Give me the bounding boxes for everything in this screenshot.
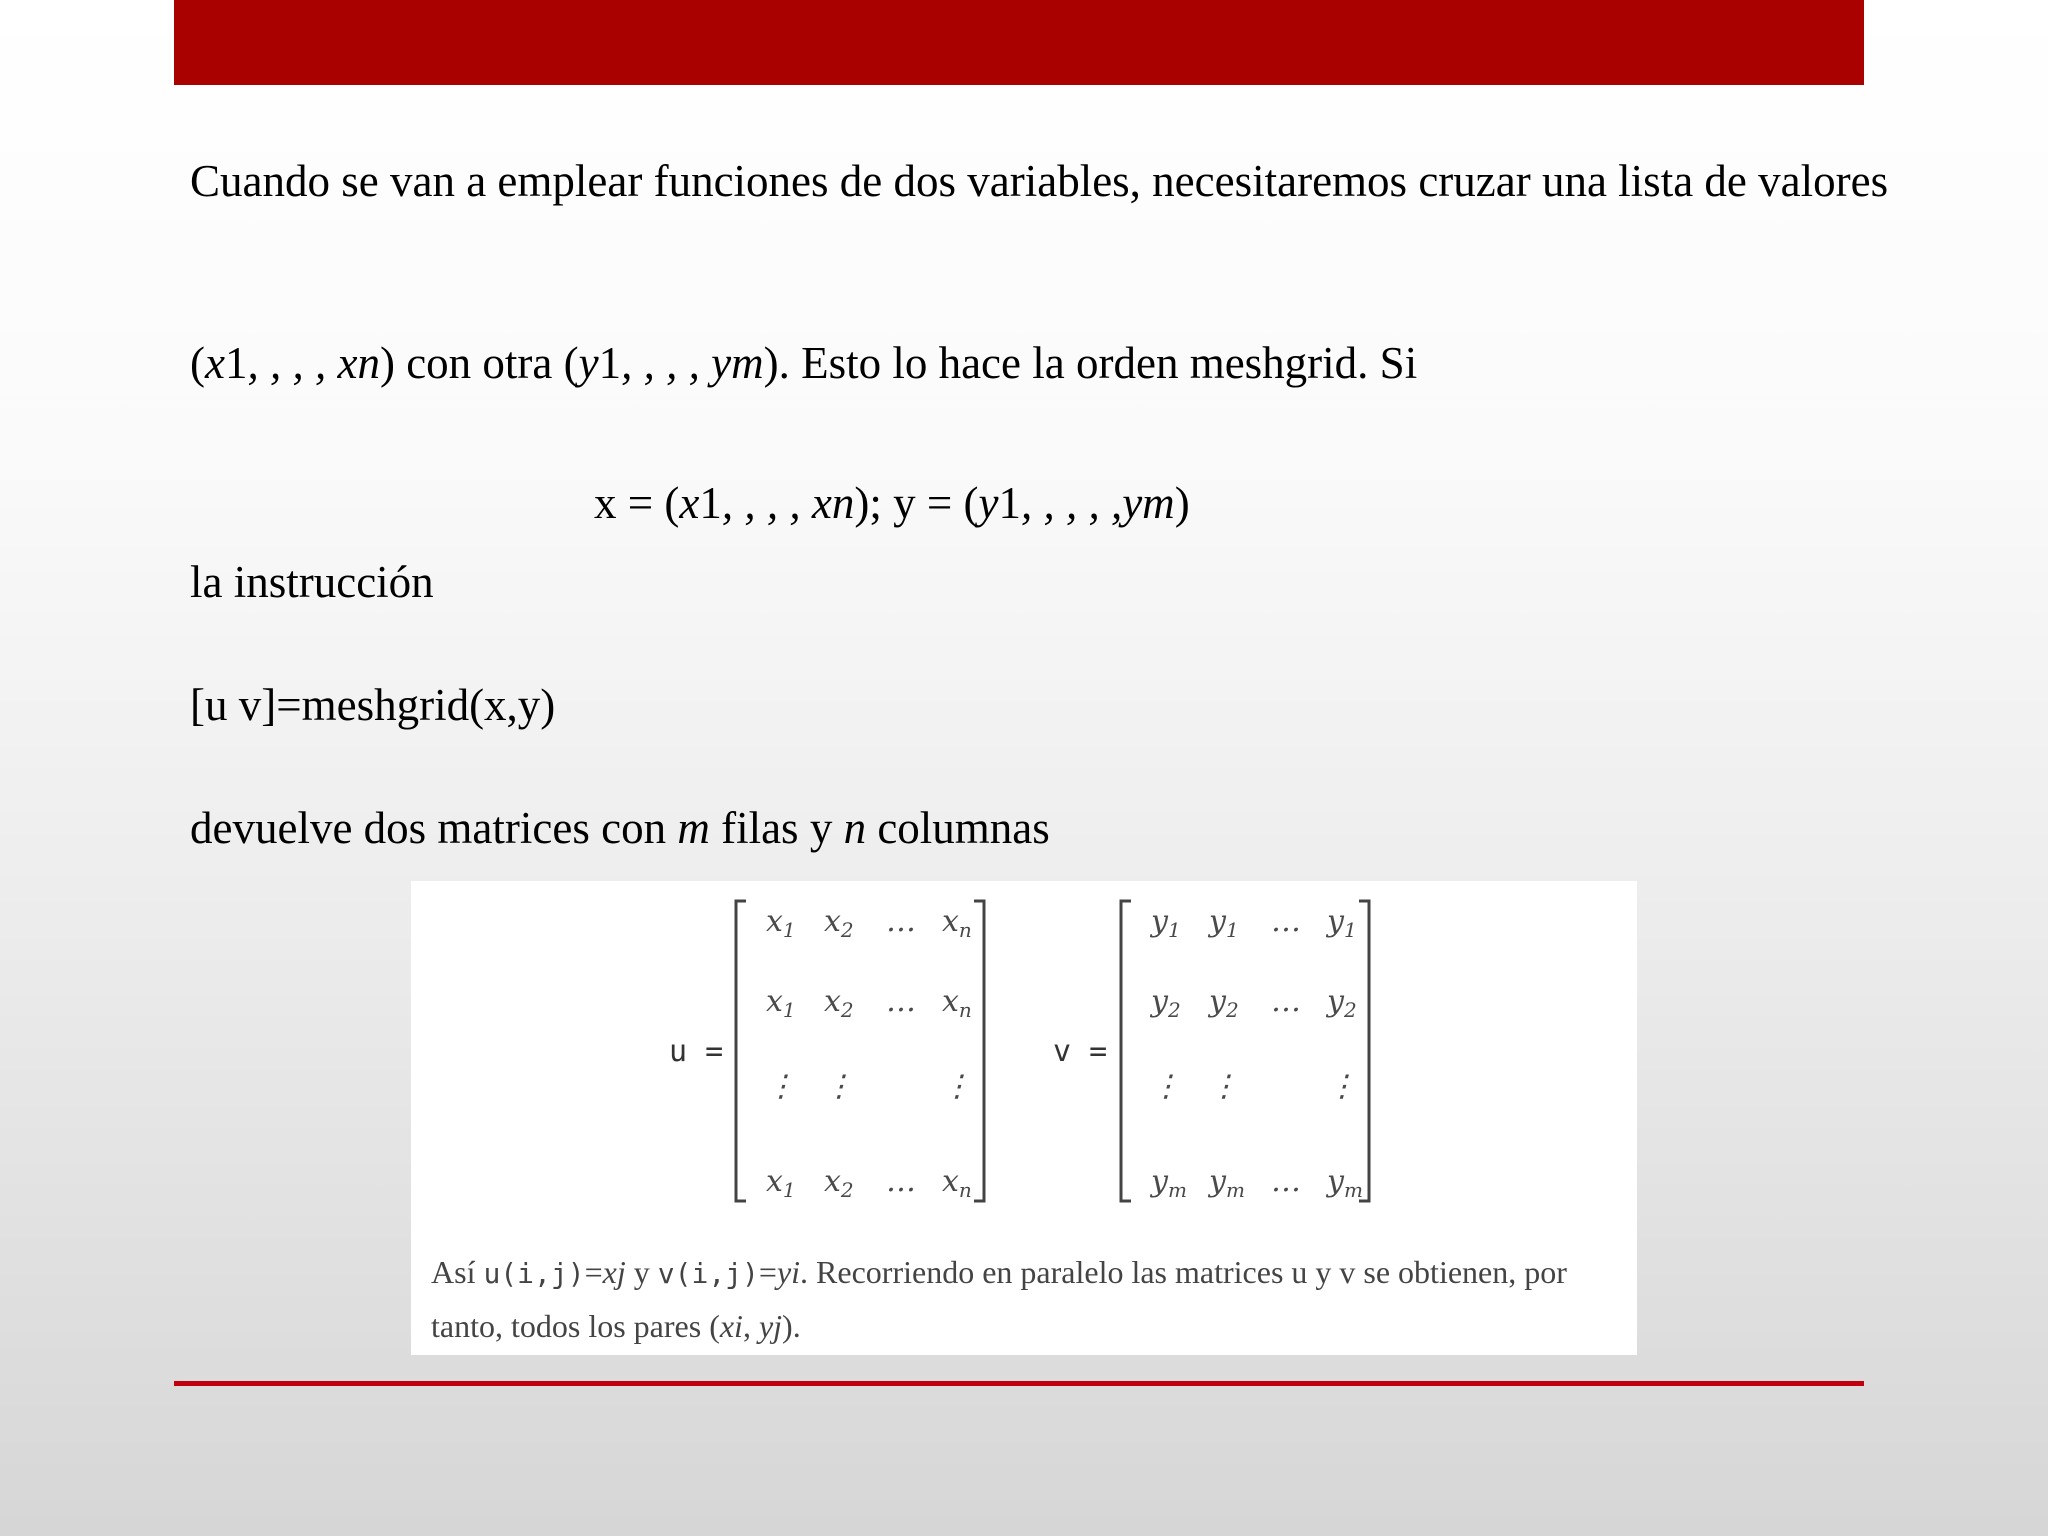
v-matrix <box>1121 901 1369 1202</box>
u-matrix-cell: $x_1$ <box>766 1164 796 1202</box>
u-matrix-cell: $x_2$ <box>824 1164 854 1202</box>
u-matrix-cell: $x_1$ <box>766 904 796 942</box>
v-matrix-cell: $y_m$ <box>1151 1164 1187 1202</box>
u-matrix-cell: … <box>886 904 916 939</box>
u-matrix-cell: $x_n$ <box>942 1164 972 1202</box>
title-bar <box>174 0 1864 85</box>
u-matrix-brackets <box>736 901 984 1201</box>
paragraph-intro: Cuando se van a emplear funciones de dos variables, necesitaremos cruzar una lista de valores <box>190 156 1889 206</box>
v-matrix-cell: … <box>1271 1164 1301 1199</box>
v-matrix-cell: $y_1$ <box>1151 904 1181 942</box>
v-matrix-cell: $y_2$ <box>1327 984 1357 1022</box>
u-matrix-cell: ⋮ <box>824 1069 854 1104</box>
u-matrix-cell: ⋮ <box>942 1069 972 1104</box>
paragraph-result: devuelve dos matrices con m filas y n columnas <box>190 803 1050 853</box>
u-matrix-cell: $x_2$ <box>824 984 854 1022</box>
v-matrix-cell: ⋮ <box>1151 1069 1181 1104</box>
u-matrix-cell: $x_2$ <box>824 904 854 942</box>
paragraph-sequences: (x1, , , , xn) con otra (y1, , , , ym). Esto lo hace la orden meshgrid. Si <box>190 338 1418 388</box>
equation-xy: x = (x1, , , , xn); y = (y1, , , , ,ym) <box>594 478 1190 528</box>
v-matrix-cell: $y_m$ <box>1327 1164 1363 1202</box>
code-meshgrid: [u v]=meshgrid(x,y) <box>190 680 556 730</box>
u-matrix-cell: $x_n$ <box>942 904 972 942</box>
u-matrix-cell: ⋮ <box>766 1069 796 1104</box>
meshgrid-figure <box>411 881 1637 1355</box>
v-matrix-cell: … <box>1271 984 1301 1019</box>
u-matrix-cell: $x_1$ <box>766 984 796 1022</box>
u-matrix-cell: … <box>886 1164 916 1199</box>
bottom-rule <box>174 1381 1864 1386</box>
v-matrix-cell: ⋮ <box>1209 1069 1239 1104</box>
paragraph-instruction: la instrucción <box>190 557 434 607</box>
v-label: v = <box>1053 1034 1108 1069</box>
v-matrix-cell: … <box>1271 904 1301 939</box>
v-matrix-cell: $y_1$ <box>1209 904 1239 942</box>
v-matrix-cell: $y_2$ <box>1151 984 1181 1022</box>
u-matrix-cell: $x_n$ <box>942 984 972 1022</box>
v-matrix-cell: ⋮ <box>1327 1069 1357 1104</box>
u-matrix-cell: … <box>886 984 916 1019</box>
figure-caption: Así u(i,j)=xj y v(i,j)=yi. Recorriendo en paralelo las matrices u y v se obtienen, por tanto, todos los pares (xi, yj). <box>431 1254 1567 1344</box>
u-label: u = <box>669 1034 724 1069</box>
v-matrix-cell: $y_2$ <box>1209 984 1239 1022</box>
v-matrix-cell: $y_m$ <box>1209 1164 1245 1202</box>
v-matrix-cell: $y_1$ <box>1327 904 1357 942</box>
v-matrix-brackets <box>1121 901 1369 1201</box>
matrices-svg <box>411 881 1637 1241</box>
u-matrix <box>736 901 984 1202</box>
